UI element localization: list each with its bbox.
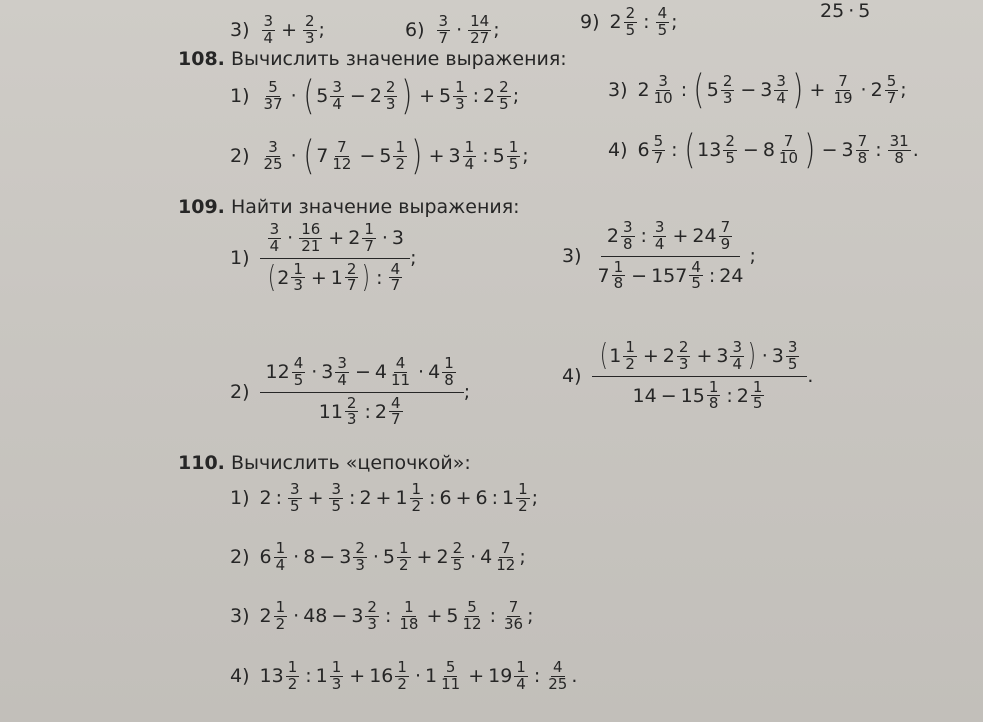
top-item-6: 6) 3 7 · 14 27 ;	[405, 12, 500, 47]
problem-108-heading	[178, 48, 567, 70]
item-label: 2)	[230, 145, 250, 167]
expr-110-1: 1) 2 : 3 5 + $\frac{3}{5}$ : 2 + 1 $\frac{1}{2}$ : 6 + 6 : 1 1 2 ;	[230, 480, 539, 515]
item-label: 3)	[230, 19, 250, 42]
item-label: 4)	[230, 665, 250, 688]
problem-110-heading	[178, 452, 471, 474]
fraction: 14 27	[470, 12, 490, 47]
expr-108-4: 4) 6 5 7 : ( 13 2 5 − 8 $\frac{7}{10}$ ) − 3 $\frac{7}{8}$ : 31 8 .	[608, 127, 919, 173]
top-item-12: 25 · 5	[820, 0, 871, 22]
problem-number: 109.	[178, 196, 225, 218]
item-label: 2)	[230, 381, 250, 403]
expr-109-4: 4) ( 1 1 2 + 2 $\frac{2}{3}$ + 3 $\frac{3}{4}$ ) · 3 3 5 14 − 15 $\frac{1}{8}$ : 2 1 5 .	[562, 338, 814, 413]
expr-108-3: 3) 2 3 10 : ( 5 2 3 − 3 $\frac{3}{4}$ ) + $\frac{7}{19}$ · 2 5 7 ;	[608, 67, 907, 113]
expr-108-1: 1) 5 37 · ( 5 3 4 − 2 $\frac{2}{3}$ ) + 5 $\frac{1}{3}$ : 2 2 5 ;	[230, 73, 520, 119]
problem-109-heading	[178, 196, 520, 218]
item-label: 3)	[608, 79, 628, 101]
item-label: 2)	[230, 546, 250, 569]
item-label: 4)	[562, 365, 582, 387]
expr-110-2: 2) 6 1 4 · 8 − 3 $\frac{2}{3}$ · 5 1 2 + 2 $\frac{2}{5}$ · 4 7 12 ;	[230, 539, 526, 574]
top-item-9: 9) 2 2 5 : 4 5 ;	[580, 4, 678, 39]
item-label: 3)	[230, 605, 250, 628]
fraction: $\frac{2}{3}$	[304, 12, 315, 47]
item-label: 1)	[230, 247, 250, 269]
expr-108-2: 2) 3 25 · ( 7 7 12 − 5 $\frac{1}{2}$ ) + 3 $\frac{1}{4}$ : 5 1 5 ;	[230, 133, 529, 179]
item-label: 3)	[562, 245, 582, 267]
problem-title: Вычислить значение выражения:	[230, 48, 567, 70]
item-label: 1)	[230, 487, 250, 510]
fraction: 3 4	[263, 12, 274, 47]
item-label: 9)	[580, 11, 600, 34]
expr-109-2: 2) 12 4 5 · 3 3 4 − 4 $\frac{4}{11}$ · 4 1 8 11 2 3 : 2 4 7 ;	[230, 354, 471, 429]
top-item-3: 3) 3 4 + $\frac{2}{3}$ ;	[230, 12, 325, 47]
expr-109-3: 3) 2 3 8 : 3 4 + 24 $\frac{7}{9}$ 7 1 8 − 157 $\frac{4}{5}$ : 24 ;	[562, 218, 756, 293]
fraction: 3 7	[438, 12, 449, 47]
item-label: 6)	[405, 19, 425, 42]
item-label: 1)	[230, 85, 250, 107]
item-label: 4)	[608, 139, 628, 161]
expr-110-4: 4) 13 1 2 : 1 1 3 + 16 $\frac{1}{2}$ · 1 5 11 + 19 $\frac{1}{4}$ : 4 25 .	[230, 658, 578, 693]
expr-109-1: 1) 3 4 · 16 21 + 2 $\frac{1}{7}$ · 3 ( 2 1 3 + 1 $\frac{2}{7}$ ) : 4 7 ;	[230, 220, 417, 295]
problem-number: 108.	[178, 48, 225, 70]
expr-110-3: 3) 2 1 2 · 48 − 3 $\frac{2}{3}$ : 1 18 + 5 $\frac{5}{12}$ : 7 36 ;	[230, 598, 534, 633]
problem-title: Найти значение выражения:	[230, 196, 520, 218]
problem-number: 110.	[178, 452, 225, 474]
problem-title: Вычислить «цепочкой»:	[230, 452, 471, 474]
